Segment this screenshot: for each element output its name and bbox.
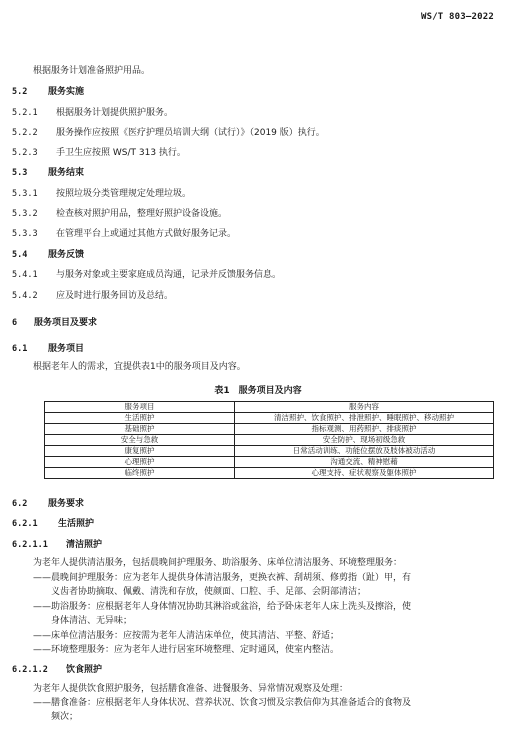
section-5-2-heading [12,86,84,98]
clause-text: 根据服务计划提供照护服务。 [56,108,174,118]
table-row [45,457,494,468]
section-number: 6.2.1 [12,519,38,529]
table-cell: 安全与急救 [45,435,235,446]
service-items-table [44,401,494,479]
section-title: 服务项目 [48,344,85,354]
clause-number: 5.2.1 [12,108,38,118]
section-6-1-heading [12,343,84,355]
clause-5-2-3 [12,147,186,159]
clause-5-4-2 [12,290,173,302]
clause-text: 检查核对照护用品，整理好照护设备设施。 [56,209,228,219]
list-item-continuation: 频次； [51,712,79,722]
table-caption: 表1 服务项目及内容 [214,386,302,396]
section-5-3-heading [12,167,84,179]
chapter-title: 服务项目及要求 [34,318,98,328]
clause-text: 在管理平台上或通过其他方式做好服务记录。 [56,229,237,239]
section-title: 饮食照护 [66,665,103,675]
clause-number: 5.2.3 [12,148,38,158]
section-title: 服务要求 [48,499,85,509]
section-title: 生活照护 [58,519,95,529]
section-6-2-heading [12,498,84,510]
clause-number: 5.4.2 [12,291,38,301]
table-row [45,424,494,435]
clause-5-3-3 [12,228,236,240]
paragraph-line: 为老年人提供清洁服务，包括晨晚间护理服务、助浴服务、床单位清洁服务、环境整理服务： [33,558,403,568]
table-cell: 日常活动训练、功能位摆放及肢体被动活动 [235,446,494,457]
clause-number: 5.3.2 [12,209,38,219]
clause-text: 手卫生应按照 WS/T 313 执行。 [56,148,186,158]
section-6-2-1-1-heading [12,539,102,551]
section-6-2-1-heading [12,518,94,530]
clause-text: 应及时进行服务回访及总结。 [56,291,174,301]
list-item-continuation: 义齿者协助摘取、佩戴、清洗和存放，使颜面、口腔、手、足部、会阴部清洁； [51,587,367,597]
section-5-4-heading [12,249,84,261]
table-row [45,446,494,457]
section-title: 服务反馈 [48,250,85,260]
list-item: ——环境整理服务：应为老年人进行居室环境整理、定时通风，使室内整洁。 [33,645,340,655]
table-cell: 心理支持、症状观察及躯体照护 [235,468,494,479]
table-cell: 生活照护 [45,413,235,424]
clause-5-4-1 [12,269,281,281]
section-number: 5.4 [12,250,28,260]
section-number: 5.3 [12,168,28,178]
section-number: 5.2 [12,87,28,97]
section-number: 6.2.1.1 [12,540,48,550]
clause-5-3-2 [12,208,227,220]
clause-number: 5.4.1 [12,270,38,280]
paragraph-line: 为老年人提供饮食照护服务，包括膳食准备、进餐服务、异常情况观察及处理： [33,684,349,694]
section-6-2-1-2-heading [12,664,102,676]
table-header-row [45,402,494,413]
chapter-number: 6 [12,318,18,328]
table-cell: 沟通交流、精神慰藉 [235,457,494,468]
clause-number: 5.2.2 [12,128,38,138]
list-item: ——晨晚间护理服务：应为老年人提供身体清洁服务，更换衣裤、刮胡须、修剪指（趾）甲，有 [33,573,412,583]
table-cell: 安全防护、现场初级急救 [235,435,494,446]
table-cell: 指标观测、用药照护、排痰照护 [235,424,494,435]
table-row [45,435,494,446]
clause-5-2-1 [12,107,173,119]
list-item-continuation: 身体清洁、无异味； [51,616,133,626]
table-header-cell: 服务内容 [235,402,494,413]
clause-5-2-2 [12,127,325,139]
table-header-cell: 服务项目 [45,402,235,413]
chapter-6-heading [12,317,97,329]
clause-5-3-1 [12,188,191,200]
section-title: 服务实施 [48,87,85,97]
clause-number: 5.3.1 [12,189,38,199]
list-item: ——助浴服务：应根据老年人身体情况协助其淋浴或盆浴，给予卧床老年人床上洗头及擦浴，使 [33,602,412,612]
intro-paragraph: 根据服务计划准备照护用品。 [33,66,151,76]
table-row [45,468,494,479]
clause-text: 服务操作应按照《医疗护理员培训大纲（试行）》（2019 版）执行。 [56,128,325,138]
section-title: 清洁照护 [66,540,103,550]
clause-number: 5.3.3 [12,229,38,239]
section-number: 6.2.1.2 [12,665,48,675]
section-6-1-text: 根据老年人的需求，宜提供表1中的服务项目及内容。 [33,362,246,372]
table-cell: 清洁照护、饮食照护、排泄照护、睡眠照护、移动照护 [235,413,494,424]
list-item: ——床单位清洁服务：应按需为老年人清洁床单位，使其清洁、平整、舒适； [33,631,340,641]
section-number: 6.2 [12,499,28,509]
table-cell: 临终照护 [45,468,235,479]
list-item: ——膳食准备：应根据老年人身体状况、营养状况、饮食习惯及宗教信仰为其准备适合的食物及 [33,698,412,708]
clause-text: 与服务对象或主要家庭成员沟通，记录并反馈服务信息。 [56,270,282,280]
standard-code: WS/T 803—2022 [420,12,494,22]
table-cell: 心理照护 [45,457,235,468]
section-title: 服务结束 [48,168,85,178]
table-cell: 基础照护 [45,424,235,435]
section-number: 6.1 [12,344,28,354]
table-row [45,413,494,424]
table-cell: 康复照护 [45,446,235,457]
clause-text: 按照垃圾分类管理规定处理垃圾。 [56,189,192,199]
